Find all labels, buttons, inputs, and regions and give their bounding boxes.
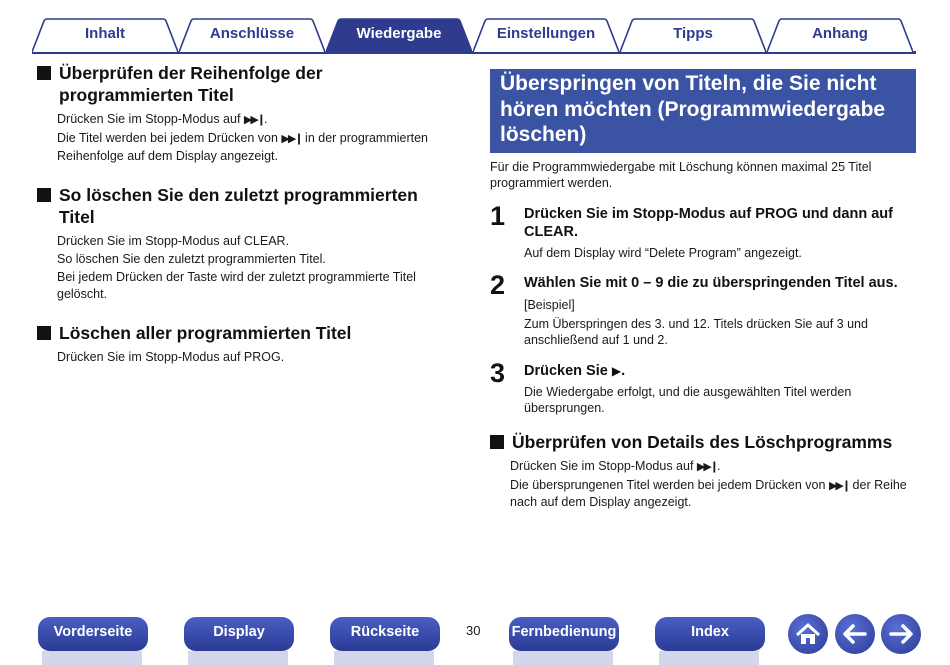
next-track-icon: ▶▶❙ bbox=[281, 132, 302, 145]
tab-wiedergabe[interactable] bbox=[326, 18, 472, 52]
body-line: Drücken Sie im Stopp-Modus auf PROG. bbox=[57, 350, 285, 364]
step-body: Zum Überspringen des 3. und 12. Titels drücken Sie auf 3 und anschließend auf 1 und 2. bbox=[524, 316, 868, 347]
text-span: Drücken Sie im Stopp-Modus auf bbox=[510, 458, 697, 473]
nav-button-shadow bbox=[188, 651, 288, 665]
text-span: der Reihe nach auf dem Display angezeigt. bbox=[510, 477, 907, 509]
text-span: . bbox=[264, 112, 268, 126]
tab-label: Inhalt bbox=[85, 25, 125, 42]
nav-button-label: Vorderseite bbox=[53, 624, 133, 640]
body-line bbox=[57, 111, 457, 129]
step-number: 2 bbox=[490, 270, 506, 300]
nav-display-button[interactable] bbox=[184, 617, 294, 651]
tab-label: Anschlüsse bbox=[209, 25, 295, 42]
nav-button-shadow bbox=[334, 651, 434, 665]
section-delete-all bbox=[37, 322, 457, 366]
nav-rueckseite-button[interactable] bbox=[330, 617, 440, 651]
nav-button-shadow bbox=[659, 651, 759, 665]
section-banner bbox=[490, 69, 916, 153]
section-check-details bbox=[490, 431, 916, 511]
text-span: Drücken Sie bbox=[524, 362, 612, 379]
nav-button-label: Display bbox=[213, 624, 265, 640]
tab-anschluesse[interactable] bbox=[179, 18, 325, 52]
section-title: Überprüfen der Reihenfolge der programmierten Titel bbox=[59, 63, 323, 105]
forward-button[interactable] bbox=[881, 614, 921, 654]
home-icon bbox=[788, 614, 828, 654]
step-number: 3 bbox=[490, 357, 506, 388]
section-heading bbox=[37, 62, 457, 106]
tab-label: Tipps bbox=[673, 25, 713, 42]
section-body bbox=[490, 458, 916, 511]
section-heading bbox=[37, 322, 457, 344]
next-track-icon: ▶▶❙ bbox=[243, 113, 265, 126]
text-span: in der programmierten Reihenfolge auf dem Display angezeigt. bbox=[57, 131, 429, 163]
section-heading bbox=[490, 431, 916, 453]
tab-inhalt[interactable] bbox=[32, 18, 178, 52]
nav-button-label: Rückseite bbox=[350, 624, 420, 640]
banner-title: Überspringen von Titeln, die Sie nicht hören möchten (Programmwiedergabe löschen) bbox=[500, 72, 886, 146]
next-track-icon: ▶▶❙ bbox=[828, 478, 850, 492]
section-title: So löschen Sie den zuletzt programmierten Titel bbox=[59, 185, 418, 227]
text-span: . bbox=[717, 458, 721, 473]
nav-button-label: Index bbox=[691, 624, 729, 640]
section-delete-last bbox=[37, 184, 457, 302]
top-tab-bar bbox=[32, 16, 916, 54]
body-line bbox=[510, 477, 916, 511]
square-bullet-icon bbox=[37, 326, 51, 340]
section-title: Überprüfen von Details des Löschprogramms bbox=[512, 431, 893, 452]
intro-text: Für die Programmwiedergabe mit Löschung können maximal 25 Titel programmiert werden. bbox=[490, 159, 872, 190]
section-body bbox=[37, 233, 457, 302]
step-example-label: [Beispiel] bbox=[524, 298, 575, 312]
text-span: Drücken Sie im Stopp-Modus auf bbox=[57, 112, 244, 126]
section-body bbox=[37, 349, 457, 366]
step-title: Drücken Sie im Stopp-Modus auf PROG und dann auf CLEAR. bbox=[524, 205, 893, 240]
text-span: Die Titel werden bei jedem Drücken von bbox=[57, 131, 282, 145]
play-icon: ▶ bbox=[611, 363, 622, 378]
tab-label: Einstellungen bbox=[496, 25, 596, 42]
tab-anhang[interactable] bbox=[767, 18, 913, 52]
body-line: Drücken Sie im Stopp-Modus auf CLEAR. bbox=[57, 234, 290, 248]
text-span: Die übersprungenen Titel werden bei jedem Drücken von bbox=[510, 477, 829, 492]
step-number: 1 bbox=[490, 200, 506, 231]
body-line bbox=[510, 458, 916, 476]
tab-einstellungen[interactable] bbox=[473, 18, 619, 52]
tab-label: Wiedergabe bbox=[356, 25, 442, 42]
home-button[interactable] bbox=[788, 614, 828, 654]
nav-index-button[interactable] bbox=[655, 617, 765, 651]
next-track-icon: ▶▶❙ bbox=[696, 459, 718, 473]
step-2 bbox=[490, 270, 916, 349]
nav-button-shadow bbox=[513, 651, 613, 665]
forward-arrow-icon bbox=[881, 614, 921, 654]
text-span: . bbox=[621, 362, 626, 379]
step-body: Auf dem Display wird “Delete Program” angezeigt. bbox=[524, 245, 802, 260]
section-check-order bbox=[37, 62, 457, 164]
tab-tipps[interactable] bbox=[620, 18, 766, 52]
nav-button-shadow bbox=[42, 651, 142, 665]
nav-vorderseite-button[interactable] bbox=[38, 617, 148, 651]
section-title: Löschen aller programmierten Titel bbox=[59, 323, 352, 343]
step-title bbox=[524, 362, 916, 380]
back-arrow-icon bbox=[835, 614, 875, 654]
section-heading bbox=[37, 184, 457, 228]
square-bullet-icon bbox=[37, 66, 51, 80]
page-number: 30 bbox=[466, 623, 481, 638]
nav-fernbedienung-button[interactable] bbox=[509, 617, 619, 651]
section-body bbox=[37, 111, 457, 164]
body-line: So löschen Sie den zuletzt programmierten Titel. bbox=[57, 252, 326, 266]
left-column bbox=[37, 62, 457, 367]
step-body: Die Wiedergabe erfolgt, und die ausgewählten Titel werden übersprungen. bbox=[524, 384, 852, 415]
step-1 bbox=[490, 200, 916, 262]
square-bullet-icon bbox=[490, 435, 504, 449]
tab-label: Anhang bbox=[812, 25, 868, 42]
body-line bbox=[57, 130, 457, 164]
square-bullet-icon bbox=[37, 188, 51, 202]
body-line: Bei jedem Drücken der Taste wird der zuletzt programmierte Titel gelöscht. bbox=[57, 270, 416, 301]
step-title: Wählen Sie mit 0 – 9 die zu überspringenden Titel aus. bbox=[524, 275, 898, 291]
nav-button-label: Fernbedienung bbox=[511, 624, 617, 640]
right-column bbox=[490, 69, 916, 512]
back-button[interactable] bbox=[835, 614, 875, 654]
step-3 bbox=[490, 357, 916, 417]
